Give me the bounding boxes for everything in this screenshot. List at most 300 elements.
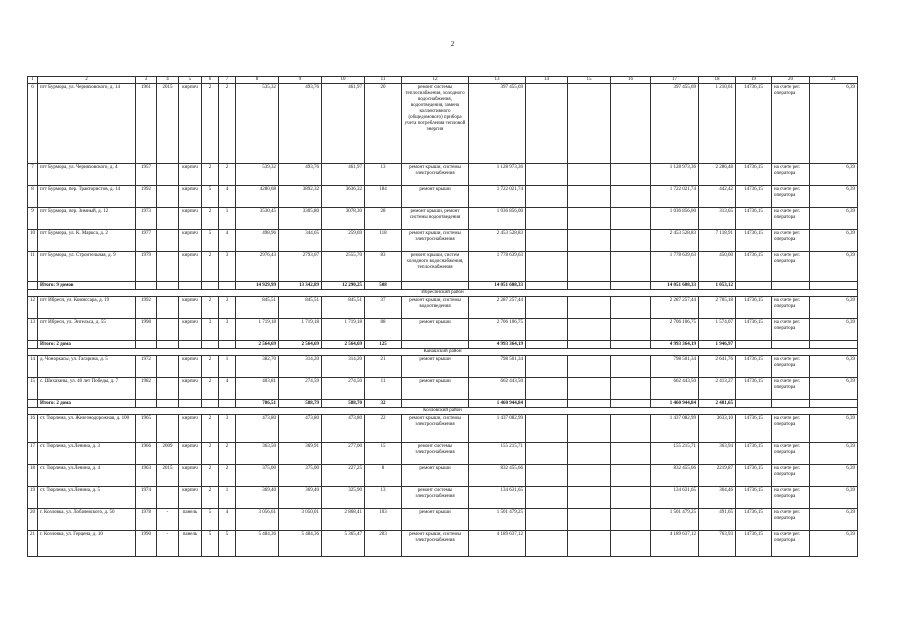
table-row	[28, 208, 858, 230]
table-cell: на счете рег. оператора	[772, 252, 810, 282]
table-cell	[611, 341, 651, 349]
table-cell: 461,97	[322, 164, 365, 186]
table-cell	[219, 282, 236, 290]
table-cell: 3	[202, 319, 219, 341]
table-cell	[526, 252, 568, 282]
table-cell	[157, 378, 179, 400]
table-cell: 134 631,65	[651, 487, 699, 509]
table-cell: 6,39	[810, 319, 858, 341]
table-cell: 15	[365, 443, 402, 465]
table-cell: 1 722 021,74	[469, 186, 526, 208]
district-row	[28, 349, 858, 356]
table-cell: 2 706 106,75	[469, 319, 526, 341]
table-cell	[526, 443, 568, 465]
table-cell: 2009	[157, 443, 179, 465]
table-cell: 535,32	[236, 84, 279, 164]
table-cell: 83	[365, 252, 402, 282]
table-cell	[136, 400, 157, 408]
table-cell	[157, 487, 179, 509]
table-cell: 832 455,66	[651, 465, 699, 487]
table-cell: г. Козловка, ул. Герцена, д. 10	[38, 531, 136, 557]
table-row	[28, 415, 858, 443]
table-cell	[526, 282, 568, 290]
table-cell: 4	[219, 378, 236, 400]
table-cell: 493,76	[279, 84, 322, 164]
table-cell: 1 501 479,25	[651, 509, 699, 531]
table-cell: 3633,10	[699, 415, 736, 443]
table-cell: 3	[219, 415, 236, 443]
table-cell	[611, 208, 651, 230]
table-cell: 5	[219, 531, 236, 557]
table-cell: на счете рег. оператора	[772, 531, 810, 557]
table-cell	[568, 509, 611, 531]
table-cell: 20	[365, 84, 402, 164]
table-cell: 1 946,97	[699, 341, 736, 349]
table-cell: 2	[202, 415, 219, 443]
table-cell	[611, 319, 651, 341]
table-cell	[611, 297, 651, 319]
table-cell	[568, 531, 611, 557]
table-cell	[736, 282, 772, 290]
table-cell: на счете рег. оператора	[772, 509, 810, 531]
table-cell: 508	[365, 282, 402, 290]
table-cell: 21	[365, 356, 402, 378]
table-cell	[526, 164, 568, 186]
table-cell	[772, 400, 810, 408]
table-cell: 2	[202, 356, 219, 378]
table-cell: 1963	[136, 465, 157, 487]
table-cell	[611, 509, 651, 531]
table-cell: кирпич	[179, 84, 202, 164]
table-cell: 4	[219, 230, 236, 252]
table-cell: 2	[202, 208, 219, 230]
table-cell: 1990	[136, 531, 157, 557]
table-cell: 2	[219, 164, 236, 186]
table-cell: 1 053,12	[699, 282, 736, 290]
table-cell: 227,25	[322, 465, 365, 487]
table-cell	[157, 319, 179, 341]
table-cell: 1982	[136, 378, 157, 400]
table-cell: 369,91	[279, 443, 322, 465]
table-cell: 2	[202, 164, 219, 186]
table-cell: пгт Бурмора, ул. Черняховского, д. 14	[38, 84, 136, 164]
table-cell	[179, 400, 202, 408]
table-cell: 4280,08	[236, 186, 279, 208]
table-cell	[568, 415, 611, 443]
table-cell	[526, 465, 568, 487]
table-cell: 1974	[136, 487, 157, 509]
table-cell: с. Шихазаны, ул. 40 лет Победы, д. 7	[38, 378, 136, 400]
table-cell: 8	[28, 186, 38, 208]
table-cell: 3530,45	[236, 208, 279, 230]
table-cell: ремонт крыши	[402, 319, 469, 341]
table-cell	[402, 400, 469, 408]
table-cell: 14736,15	[736, 252, 772, 282]
table-cell: 5	[202, 230, 219, 252]
table-cell: на счете рег. оператора	[772, 164, 810, 186]
table-cell: 1 719,18	[236, 319, 279, 341]
table-cell: д. Чоноркасы, ул. Гагарина, д. 5	[38, 356, 136, 378]
table-cell	[611, 465, 651, 487]
table-cell	[28, 341, 38, 349]
table-cell	[568, 378, 611, 400]
table-cell: 6,39	[810, 509, 858, 531]
table-row	[28, 487, 858, 509]
table-row	[28, 84, 858, 164]
table-cell: 1 574,07	[699, 319, 736, 341]
table-cell	[526, 415, 568, 443]
table-cell: 2 453 528,83	[469, 230, 526, 252]
table-cell: 1	[219, 487, 236, 509]
table-cell: панель	[179, 531, 202, 557]
table-cell: 344,65	[279, 230, 322, 252]
column-number: 19	[736, 77, 772, 84]
column-number: 16	[611, 77, 651, 84]
table-cell: 403,81	[236, 378, 279, 400]
column-number: 5	[179, 77, 202, 84]
table-cell: 832 455,66	[469, 465, 526, 487]
table-cell: 588,70	[322, 400, 365, 408]
table-cell: ремонт крыши	[402, 378, 469, 400]
table-cell: 14736,15	[736, 487, 772, 509]
table-cell: 1 036 856,00	[469, 208, 526, 230]
table-cell	[611, 252, 651, 282]
table-cell: 14736,15	[736, 443, 772, 465]
table-cell: 2 705,18	[699, 297, 736, 319]
table-cell: 14736,15	[736, 465, 772, 487]
table-cell: 203	[365, 531, 402, 557]
table-cell: 798 501,34	[651, 356, 699, 378]
table-cell	[568, 164, 611, 186]
table-cell: на счете рег. оператора	[772, 186, 810, 208]
column-number: 2	[38, 77, 136, 84]
column-number: 8	[236, 77, 279, 84]
table-cell	[157, 252, 179, 282]
table-cell: на счете рег. оператора	[772, 230, 810, 252]
table-cell: 22	[365, 415, 402, 443]
table-cell	[202, 400, 219, 408]
table-cell	[611, 400, 651, 408]
table-cell: ремонт системы теплоснабжения, холодного водоснабжения, водоотведения, замена коллективного (общедомового) прибора учета потребления тепловой энергии	[402, 84, 469, 164]
table-cell: 1957	[136, 164, 157, 186]
table-cell	[568, 230, 611, 252]
table-cell	[526, 230, 568, 252]
table-cell: 18	[28, 465, 38, 487]
table-cell	[402, 341, 469, 349]
table-cell	[219, 400, 236, 408]
table-cell	[526, 84, 568, 164]
table-cell: кирпич	[179, 378, 202, 400]
table-cell: 375,00	[279, 465, 322, 487]
table-cell: 314,20	[322, 356, 365, 378]
table-cell: 2	[219, 84, 236, 164]
table-cell: 2	[202, 465, 219, 487]
table-cell	[157, 208, 179, 230]
table-cell: 28	[365, 208, 402, 230]
table-cell: 1 128 973,36	[651, 164, 699, 186]
table-cell: 277,00	[322, 443, 365, 465]
table-cell: кирпич	[179, 297, 202, 319]
table-cell: 5	[202, 186, 219, 208]
table-cell: 20	[28, 509, 38, 531]
total-row	[28, 341, 858, 349]
table-cell: 6,39	[810, 186, 858, 208]
table-cell: 274,50	[322, 378, 365, 400]
table-cell: 8	[365, 465, 402, 487]
table-cell: 2 564,69	[236, 341, 279, 349]
table-cell: 382,70	[236, 356, 279, 378]
table-cell: 16	[28, 415, 38, 443]
column-number: 7	[219, 77, 236, 84]
table-cell	[136, 341, 157, 349]
table-cell: 155 215,71	[469, 443, 526, 465]
column-number: 18	[699, 77, 736, 84]
table-cell: ремонт крыши, системы электроснабжения	[402, 531, 469, 557]
table-cell	[611, 230, 651, 252]
table-cell: 1 128 973,36	[469, 164, 526, 186]
table-cell: 1972	[136, 356, 157, 378]
table-cell: 6,39	[810, 487, 858, 509]
column-number: 20	[772, 77, 810, 84]
column-number: 15	[568, 77, 611, 84]
total-row	[28, 282, 858, 290]
table-cell	[157, 230, 179, 252]
table-cell: 6,39	[810, 84, 858, 164]
table-cell: 845,51	[322, 297, 365, 319]
table-cell: 1 501 479,25	[469, 509, 526, 531]
table-cell	[402, 282, 469, 290]
table-cell: 2976,43	[236, 252, 279, 282]
table-cell: 2555,70	[322, 252, 365, 282]
table-cell: ремонт крыши, системы электроснабжения	[402, 164, 469, 186]
table-cell: 9	[28, 208, 38, 230]
table-cell: пгт Бурмора, ул. Строительная, д. 9	[38, 252, 136, 282]
table-cell: 2	[202, 84, 219, 164]
table-cell: ст. Тюрлема, ул.Ленина, д. 3	[38, 443, 136, 465]
table-cell: 1978	[136, 509, 157, 531]
table-cell: 1 778 639,63	[651, 252, 699, 282]
table-cell: 1961	[136, 84, 157, 164]
table-cell: на счете рег. оператора	[772, 319, 810, 341]
table-cell	[157, 341, 179, 349]
table-cell: кирпич	[179, 230, 202, 252]
table-cell: 1	[219, 356, 236, 378]
table-cell: 1 719,18	[279, 319, 322, 341]
table-cell: 2 287 257,44	[651, 297, 699, 319]
table-cell: 15	[28, 378, 38, 400]
table-cell	[526, 208, 568, 230]
district-name: Ибресинский район	[28, 290, 858, 297]
table-row	[28, 443, 858, 465]
table-cell	[526, 297, 568, 319]
table-cell	[810, 400, 858, 408]
table-cell: г. Козловка, ул. Лобачевского, д. 50	[38, 509, 136, 531]
table-cell: 3	[219, 297, 236, 319]
table-cell	[772, 282, 810, 290]
table-cell: 184	[365, 186, 402, 208]
table-cell: 763,93	[699, 531, 736, 557]
table-cell	[157, 282, 179, 290]
table-cell: 1998	[136, 319, 157, 341]
table-row	[28, 509, 858, 531]
table-cell: 325,90	[322, 487, 365, 509]
table-cell: кирпич	[179, 443, 202, 465]
table-cell	[526, 341, 568, 349]
table-cell	[568, 443, 611, 465]
table-cell: ремонт крыши	[402, 509, 469, 531]
table-cell: 14736,15	[736, 319, 772, 341]
table-cell	[611, 378, 651, 400]
table-cell: на счете рег. оператора	[772, 378, 810, 400]
table-cell: на счете рег. оператора	[772, 356, 810, 378]
table-cell: 2	[219, 465, 236, 487]
table-cell: 2	[202, 252, 219, 282]
table-cell: 1 778 639,63	[469, 252, 526, 282]
total-row	[28, 400, 858, 408]
table-row	[28, 186, 858, 208]
table-cell	[157, 356, 179, 378]
table-cell: -	[157, 531, 179, 557]
table-cell: пгт Ибреси, ул. Энгельса, д. 55	[38, 319, 136, 341]
table-cell: 845,51	[236, 297, 279, 319]
table-cell: 2 564,69	[279, 341, 322, 349]
table-cell: 4 993 364,19	[469, 341, 526, 349]
table-cell: 3078,30	[322, 208, 365, 230]
table-cell	[611, 84, 651, 164]
table-cell: 10	[28, 230, 38, 252]
table-cell	[202, 282, 219, 290]
table-cell	[157, 415, 179, 443]
table-cell	[568, 400, 611, 408]
table-cell: 6,39	[810, 378, 858, 400]
table-cell: 4	[219, 509, 236, 531]
table-cell: на счете рег. оператора	[772, 443, 810, 465]
column-number: 14	[526, 77, 568, 84]
table-cell: 4 993 364,19	[651, 341, 699, 349]
table-row	[28, 230, 858, 252]
table-cell: 6,39	[810, 252, 858, 282]
table-cell: 2 564,69	[322, 341, 365, 349]
table-cell: на счете рег. оператора	[772, 297, 810, 319]
table-cell: 11	[365, 378, 402, 400]
table-cell	[526, 356, 568, 378]
repair-program-table	[27, 76, 858, 557]
table-cell: ремонт системы электроснабжения	[402, 443, 469, 465]
table-cell	[526, 531, 568, 557]
table-cell: 1992	[136, 297, 157, 319]
table-cell	[219, 341, 236, 349]
table-cell: 14736,15	[736, 297, 772, 319]
table-cell: 1 722 021,74	[651, 186, 699, 208]
table-row	[28, 356, 858, 378]
table-cell: пгт Бурмора, ул. К. Маркса, д. 2	[38, 230, 136, 252]
table-cell: 539,32	[236, 164, 279, 186]
table-cell	[179, 282, 202, 290]
table-cell: ремонт крыши, систем холодного водоснабжения, теплоснабжения	[402, 252, 469, 282]
table-cell: 450,00	[699, 252, 736, 282]
table-cell	[568, 252, 611, 282]
table-cell: 37	[365, 297, 402, 319]
table-cell: 1 460 944,84	[469, 400, 526, 408]
district-name: Козловский район	[28, 408, 858, 415]
table-cell: пгт Ибреси, ул. Комиссара, д. 19	[38, 297, 136, 319]
table-cell: 14736,15	[736, 415, 772, 443]
table-cell	[611, 282, 651, 290]
table-cell: 369,40	[279, 487, 322, 509]
table-cell: 14 051 608,33	[469, 282, 526, 290]
table-cell: 14736,15	[736, 531, 772, 557]
table-cell: ремонт крыши, системы электроснабжения	[402, 415, 469, 443]
table-cell: 6,39	[810, 415, 858, 443]
table-cell: 1 437 082,99	[651, 415, 699, 443]
table-cell: 6,39	[810, 443, 858, 465]
table-cell: 6,39	[810, 230, 858, 252]
table-cell: 3	[219, 319, 236, 341]
table-cell: 363,50	[236, 443, 279, 465]
table-cell	[611, 186, 651, 208]
table-cell: 5	[202, 531, 219, 557]
table-cell: ремонт крыши, системы электроснабжения	[402, 230, 469, 252]
column-number: 12	[402, 77, 469, 84]
table-cell: пгт Бурмора, пер. Трактористов, д. 14	[38, 186, 136, 208]
table-cell	[157, 164, 179, 186]
table-cell: 6,39	[810, 465, 858, 487]
table-cell: 461,97	[322, 84, 365, 164]
table-cell: 6,39	[810, 531, 858, 557]
table-cell: кирпич	[179, 252, 202, 282]
table-cell: 4	[219, 186, 236, 208]
table-cell: 5 365,47	[322, 531, 365, 557]
table-cell: ремонт крыши	[402, 186, 469, 208]
table-cell	[568, 319, 611, 341]
table-cell	[568, 186, 611, 208]
table-cell: 2 413,27	[699, 378, 736, 400]
table-row	[28, 531, 858, 557]
table-cell: 2 706 106,75	[651, 319, 699, 341]
table-cell: 6	[28, 84, 38, 164]
column-number: 4	[157, 77, 179, 84]
table-cell: 1966	[136, 443, 157, 465]
table-cell: 364,46	[699, 487, 736, 509]
table-cell: 259,69	[322, 230, 365, 252]
column-number: 10	[322, 77, 365, 84]
table-cell: 14736,15	[736, 378, 772, 400]
table-cell: 14736,15	[736, 84, 772, 164]
table-cell: ремонт крыши	[402, 356, 469, 378]
column-number-row	[28, 77, 858, 84]
table-cell: 4 189 637,12	[469, 531, 526, 557]
table-cell	[526, 378, 568, 400]
table-cell: 3 056,61	[236, 509, 279, 531]
table-cell: 14	[28, 356, 38, 378]
table-cell: 14736,15	[736, 230, 772, 252]
table-cell: 1977	[136, 230, 157, 252]
table-cell: 798 501,34	[469, 356, 526, 378]
table-cell: 14 929,99	[236, 282, 279, 290]
table-cell: 1 719,18	[322, 319, 365, 341]
table-cell	[568, 487, 611, 509]
table-cell: 3	[219, 252, 236, 282]
table-cell: кирпич	[179, 487, 202, 509]
table-cell: 6,39	[810, 208, 858, 230]
table-cell: ст. Тюрлема, ул.Ленина, д. 4	[38, 465, 136, 487]
table-cell	[736, 400, 772, 408]
table-cell: 103	[365, 509, 402, 531]
table-cell: 1 210,61	[699, 84, 736, 164]
table-cell: 4 189 637,12	[651, 531, 699, 557]
table-cell: 3 050,01	[279, 509, 322, 531]
table-cell: 1 437 082,99	[469, 415, 526, 443]
